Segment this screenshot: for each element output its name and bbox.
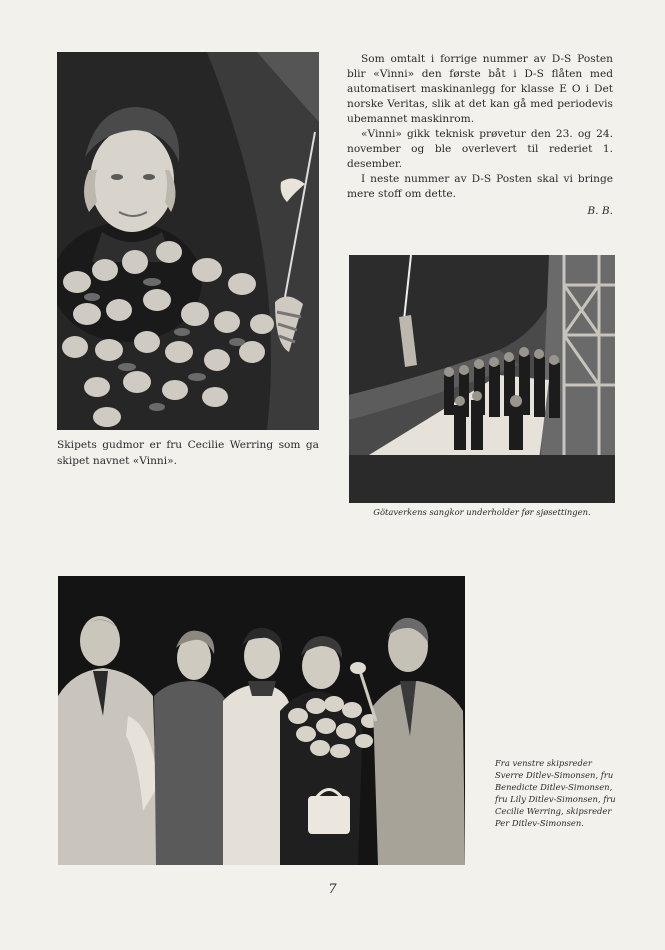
choir-photo [349, 255, 615, 503]
article-paragraph: Som omtalt i forrige nummer av D-S Posten blir «Vinni» den første båt i D-S flåten med automatisert maskinanlegg for klasse E O i Det norske Veritas, slik at det kan gå med periodevis ubemannet maskinrom. [347, 53, 613, 125]
godmother-caption: Skipets gudmor er fru Cecilie Werring som ga skipet navnet «Vinni». [57, 439, 319, 467]
article-paragraph: «Vinni» gikk teknisk prøvetur den 23. og 24. november og ble overlevert til rederiet 1. desember. [347, 128, 613, 170]
godmother-photo [57, 52, 319, 430]
choir-caption: Götaverkens sangkor underholder før sjøsettingen. [373, 507, 591, 517]
group-photo [58, 576, 465, 865]
group-caption: Fra venstre skipsreder Sverre Ditlev-Simonsen, fru Benedicte Ditlev-Simonsen, fru Lily Ditlev-Simonsen, fru Cecilie Werring, skipsreder Per Ditlev-Simonsen. [495, 758, 616, 828]
article-paragraph: I neste nummer av D-S Posten skal vi bringe mere stoff om dette. [347, 173, 613, 200]
article-signature: B. B. [587, 205, 613, 217]
article-text [347, 52, 613, 219]
page-number: 7 [328, 882, 337, 897]
